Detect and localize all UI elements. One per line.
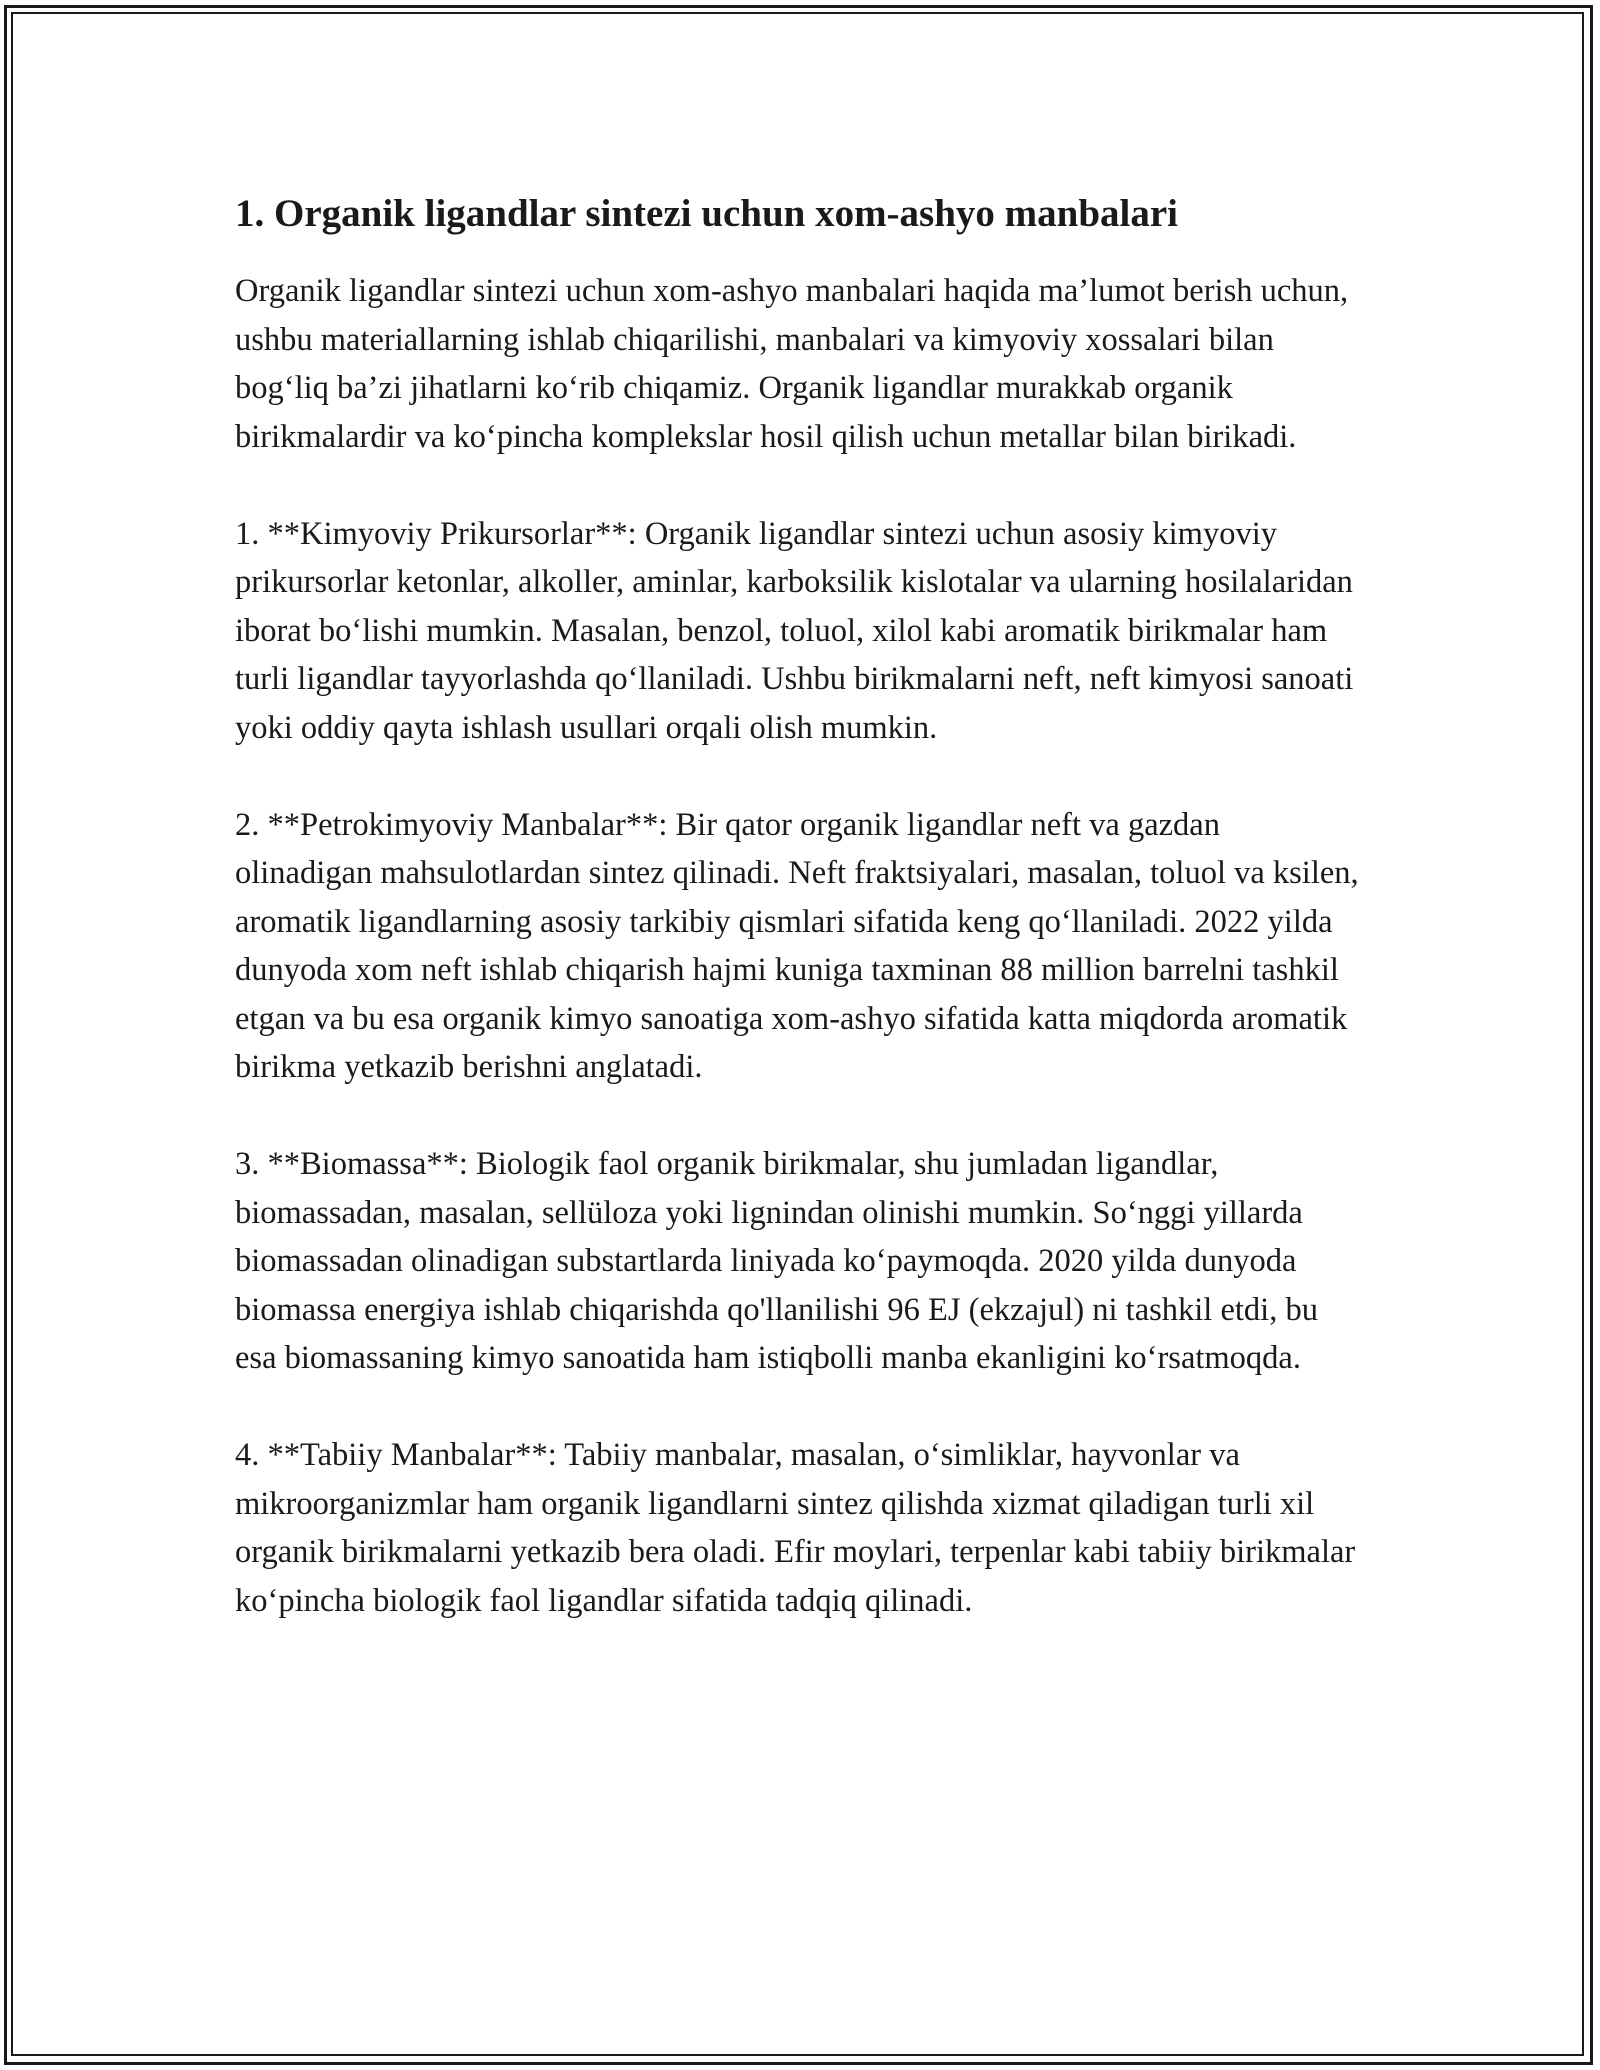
natural-sources-paragraph: 4. **Tabiiy Manbalar**: Tabiiy manbalar, masalan, o‘simliklar, hayvonlar va mikroorganizmlar ham organik ligandlarni sintez qilishda xizmat qiladigan turli xil organik birikmalarni yetkazib bera oladi. Efir moylari, terpenlar kabi tabiiy birikmalar ko‘pincha biologik faol ligandlar sifatida tadqiq qilinadi. <box>235 1437 1356 1619</box>
section-heading: 1. Organik ligandlar sintezi uchun xom-ashyo manbalari <box>235 192 1179 235</box>
petrochemical-sources-paragraph: 2. **Petrokimyoviy Manbalar**: Bir qator organik ligandlar neft va gazdan olinadigan mahsulotlardan sintez qilinadi. Neft fraktsiyalari, masalan, toluol va ksilen, aromatik ligandlarning asosiy tarkibiy qismlari sifatida keng qo‘llaniladi. 2022 yilda dunyoda xom neft ishlab chiqarish hajmi kuniga taxminan 88 million barrelni tashkil etgan va bu esa organik kimyo sanoatiga xom-ashyo sifatida katta miqdorda aromatik birikma yetkazib berishni anglatadi. <box>235 806 1359 1085</box>
biomass-paragraph: 3. **Biomassa**: Biologik faol organik birikmalar, shu jumladan ligandlar, biomassadan, masalan, sellüloza yoki lignindan olinishi mumkin. So‘nggi yillarda biomassadan olinadigan substartlarda liniyada ko‘paymoqda. 2020 yilda dunyoda biomassa energiya ishlab chiqarishda qo'llanilishi 96 EJ (ekzajul) ni tashkil etdi, bu esa biomassaning kimyo sanoatida ham istiqbolli manba ekanligini ko‘rsatmoqda. <box>235 1146 1318 1376</box>
document-body <box>235 180 1365 1625</box>
chemical-precursors-paragraph: 1. **Kimyoviy Prikursorlar**: Organik ligandlar sintezi uchun asosiy kimyoviy prikursorlar ketonlar, alkoller, aminlar, karboksilik kislotalar va ularning hosilalaridan iborat bo‘lishi mumkin. Masalan, benzol, toluol, xilol kabi aromatik birikmalar ham turli ligandlar tayyorlashda qo‘llaniladi. Ushbu birikmalarni neft, neft kimyosi sanoati yoki oddiy qayta ishlash usullari orqali olish mumkin. <box>235 515 1354 746</box>
intro-paragraph: Organik ligandlar sintezi uchun xom-ashyo manbalari haqida ma’lumot berish uchun, ushbu materiallarning ishlab chiqarilishi, manbalari va kimyoviy xossalari bilan bog‘liq ba’zi jihatlarni ko‘rib chiqamiz. Organik ligandlar murakkab organik birikmalardir va ko‘pincha komplekslar hosil qilish uchun metallar bilan birikadi. <box>235 273 1349 455</box>
